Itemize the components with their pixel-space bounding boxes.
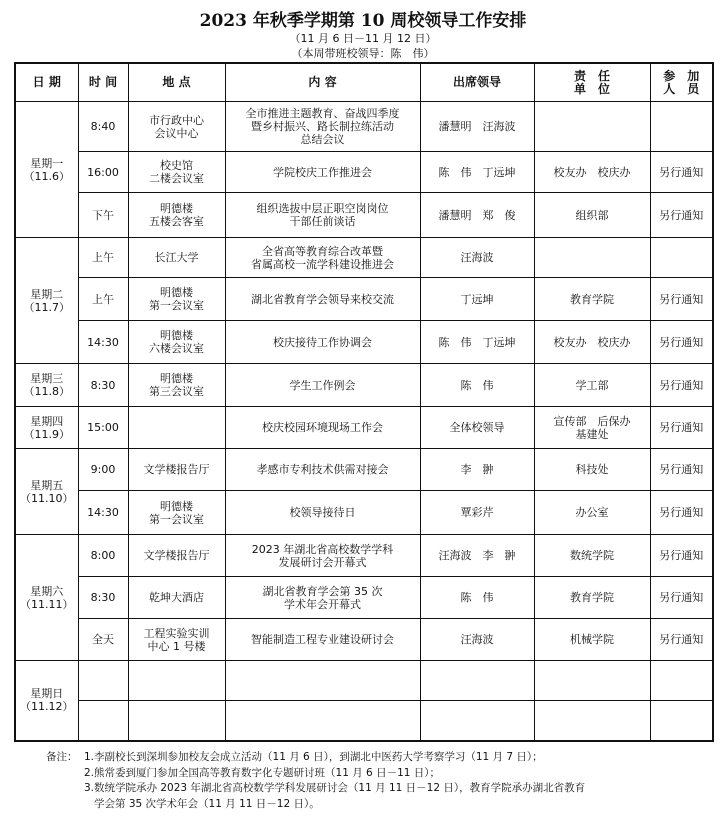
date-range: （11 月 6 日－11 月 12 日） — [289, 32, 437, 45]
day-friday: 星期五 （11.10） — [15, 449, 78, 535]
cell-leader: 汪海波 李 翀 — [420, 535, 534, 577]
cell-leader: 覃彩芹 — [420, 491, 534, 535]
cell-content: 学生工作例会 — [225, 364, 420, 407]
cell-leader: 汪海波 — [420, 238, 534, 278]
cell-location: 长江大学 — [128, 238, 225, 278]
cell-location: 明德楼 五楼会客室 — [128, 193, 225, 238]
cell-content: 校庆接待工作协调会 — [225, 321, 420, 364]
cell-content: 学院校庆工作推进会 — [225, 152, 420, 193]
notes-label: 备注： — [46, 751, 78, 763]
cell-attendees: 另行通知 — [650, 321, 713, 364]
cell-unit — [534, 238, 650, 278]
cell-leader: 全体校领导 — [420, 407, 534, 449]
table-row — [15, 193, 713, 238]
cell-unit: 教育学院 — [534, 278, 650, 321]
cell-leader: 潘慧明 汪海波 — [420, 102, 534, 152]
cell-content: 全省高等教育综合改革暨 省属高校一流学科建设推进会 — [225, 238, 420, 278]
table-row — [15, 321, 713, 364]
cell-attendees: 另行通知 — [650, 152, 713, 193]
table-row — [15, 364, 713, 407]
cell-location: 市行政中心 会议中心 — [128, 102, 225, 152]
cell-time: 9:00 — [78, 449, 128, 491]
cell-leader: 李 翀 — [420, 449, 534, 491]
table-row — [15, 407, 713, 449]
cell-leader: 丁远坤 — [420, 278, 534, 321]
col-leader: 出席领导 — [420, 63, 534, 102]
cell-time: 15:00 — [78, 407, 128, 449]
cell-unit: 数统学院 — [534, 535, 650, 577]
cell-unit — [534, 102, 650, 152]
table-row — [15, 535, 713, 577]
day-thursday: 星期四 （11.9） — [15, 407, 78, 449]
cell-attendees: 另行通知 — [650, 491, 713, 535]
cell-leader: 陈 伟 — [420, 364, 534, 407]
cell-leader: 潘慧明 郑 俊 — [420, 193, 534, 238]
table-row — [15, 661, 713, 701]
notes-section — [46, 750, 716, 812]
cell-attendees: 另行通知 — [650, 278, 713, 321]
cell-attendees: 另行通知 — [650, 619, 713, 661]
cell-location: 乾坤大酒店 — [128, 577, 225, 619]
cell-time: 14:30 — [78, 491, 128, 535]
cell-time — [78, 661, 128, 701]
cell-location: 明德楼 第一会议室 — [128, 491, 225, 535]
col-attendees: 参 加 人 员 — [650, 63, 713, 102]
cell-unit: 组织部 — [534, 193, 650, 238]
cell-attendees: 另行通知 — [650, 535, 713, 577]
table-row — [15, 152, 713, 193]
cell-attendees: 另行通知 — [650, 193, 713, 238]
note-2: 2.熊常委到厦门参加全国高等教育数字化专题研讨班（11 月 6 日－11 日）； — [84, 766, 441, 779]
cell-unit: 宣传部 后保办 基建处 — [534, 407, 650, 449]
cell-unit: 机械学院 — [534, 619, 650, 661]
cell-time: 全天 — [78, 619, 128, 661]
day-sunday: 星期日 （11.12） — [15, 661, 78, 741]
col-content: 内 容 — [225, 63, 420, 102]
cell-time — [78, 701, 128, 741]
cell-content: 智能制造工程专业建设研讨会 — [225, 619, 420, 661]
col-unit: 责 任 单 位 — [534, 63, 650, 102]
cell-location — [128, 701, 225, 741]
cell-attendees — [650, 701, 713, 741]
cell-leader: 陈 伟 丁远坤 — [420, 321, 534, 364]
cell-location: 明德楼 第三会议室 — [128, 364, 225, 407]
table-row — [15, 577, 713, 619]
cell-content: 校领导接待日 — [225, 491, 420, 535]
cell-time: 上午 — [78, 278, 128, 321]
cell-content: 全市推进主题教育、奋战四季度 暨乡村振兴、路长制拉练活动 总结会议 — [225, 102, 420, 152]
cell-unit: 校友办 校庆办 — [534, 152, 650, 193]
cell-leader — [420, 661, 534, 701]
cell-location: 文学楼报告厅 — [128, 449, 225, 491]
col-location: 地 点 — [128, 63, 225, 102]
cell-leader: 陈 伟 丁远坤 — [420, 152, 534, 193]
cell-location — [128, 407, 225, 449]
cell-unit: 科技处 — [534, 449, 650, 491]
cell-leader: 陈 伟 — [420, 577, 534, 619]
cell-location: 明德楼 六楼会议室 — [128, 321, 225, 364]
cell-location: 工程实验实训 中心 1 号楼 — [128, 619, 225, 661]
table-row — [15, 491, 713, 535]
col-time: 时 间 — [78, 63, 128, 102]
day-wednesday: 星期三 （11.8） — [15, 364, 78, 407]
cell-content: 组织选拔中层正职空岗岗位 干部任前谈话 — [225, 193, 420, 238]
cell-time: 8:30 — [78, 364, 128, 407]
cell-attendees: 另行通知 — [650, 449, 713, 491]
cell-content — [225, 701, 420, 741]
cell-unit — [534, 661, 650, 701]
cell-location: 文学楼报告厅 — [128, 535, 225, 577]
header-row — [15, 63, 713, 102]
cell-time: 上午 — [78, 238, 128, 278]
cell-attendees — [650, 238, 713, 278]
day-tuesday: 星期二 （11.7） — [15, 238, 78, 364]
cell-content: 2023 年湖北省高校数学学科 发展研讨会开幕式 — [225, 535, 420, 577]
cell-location: 校史馆 二楼会议室 — [128, 152, 225, 193]
col-date: 日 期 — [15, 63, 78, 102]
day-monday: 星期一 （11.6） — [15, 102, 78, 238]
cell-unit: 教育学院 — [534, 577, 650, 619]
table-row — [15, 102, 713, 152]
cell-unit: 学工部 — [534, 364, 650, 407]
cell-attendees — [650, 661, 713, 701]
cell-content: 湖北省教育学会第 35 次 学术年会开幕式 — [225, 577, 420, 619]
cell-leader — [420, 701, 534, 741]
table-row — [15, 238, 713, 278]
cell-leader: 汪海波 — [420, 619, 534, 661]
cell-time: 下午 — [78, 193, 128, 238]
day-saturday: 星期六 （11.11） — [15, 535, 78, 661]
cell-time: 8:40 — [78, 102, 128, 152]
cell-attendees: 另行通知 — [650, 407, 713, 449]
cell-location — [128, 661, 225, 701]
cell-attendees: 另行通知 — [650, 364, 713, 407]
cell-time: 8:00 — [78, 535, 128, 577]
schedule-table — [14, 62, 714, 742]
note-3: 3.数统学院承办 2023 年湖北省高校数学学科发展研讨会（11 月 11 日－12 日），教育学院承办湖北省教育 — [84, 782, 586, 794]
cell-time: 8:30 — [78, 577, 128, 619]
cell-content: 湖北省教育学会领导来校交流 — [225, 278, 420, 321]
cell-location: 明德楼 第一会议室 — [128, 278, 225, 321]
cell-time: 16:00 — [78, 152, 128, 193]
cell-unit: 校友办 校庆办 — [534, 321, 650, 364]
cell-unit — [534, 701, 650, 741]
cell-attendees — [650, 102, 713, 152]
note-1: 1.李副校长到深圳参加校友会成立活动（11 月 6 日），到湖北中医药大学考察学习（11 月 7 日）； — [84, 751, 543, 763]
cell-content: 校庆校园环境现场工作会 — [225, 407, 420, 449]
cell-unit: 办公室 — [534, 491, 650, 535]
table-row — [15, 278, 713, 321]
cell-time: 14:30 — [78, 321, 128, 364]
table-row — [15, 619, 713, 661]
cell-content: 孝感市专利技术供需对接会 — [225, 449, 420, 491]
duty-leader: （本周带班校领导：陈 伟） — [291, 47, 435, 60]
table-row — [15, 701, 713, 741]
table-row — [15, 449, 713, 491]
page-title: 2023 年秋季学期第 10 周校领导工作安排 — [199, 11, 527, 31]
note-3-continued: 学会第 35 次学术年会（11 月 11 日－12 日）。 — [94, 797, 320, 810]
cell-attendees: 另行通知 — [650, 577, 713, 619]
cell-content — [225, 661, 420, 701]
